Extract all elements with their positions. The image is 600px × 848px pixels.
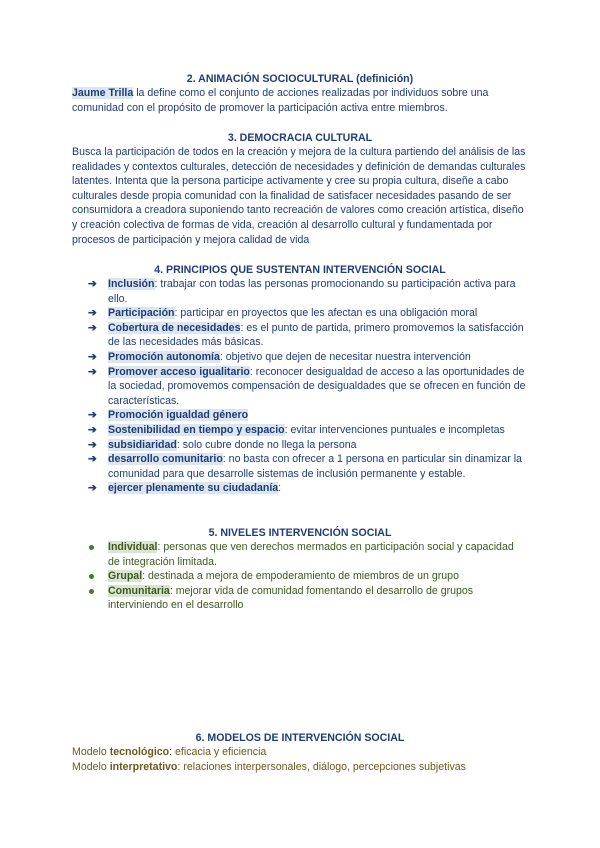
- arrow-bullet-icon: ➔: [88, 482, 97, 495]
- level-term: Comunitaria: [108, 584, 170, 597]
- dot-bullet-icon: [89, 574, 94, 579]
- arrow-bullet-icon: ➔: [88, 278, 97, 290]
- principle-term: Promoción autonomía: [108, 350, 220, 363]
- principle-desc: :: [278, 482, 282, 495]
- list-item: [72, 584, 528, 613]
- levels-list: [72, 540, 528, 613]
- section-title: 6. MODELOS DE INTERVENCIÓN SOCIAL: [195, 732, 405, 744]
- model-term: tecnológico: [109, 746, 170, 758]
- principle-desc: : solo cubre donde no llega la persona: [176, 438, 357, 451]
- principle-term: Participación: [108, 307, 175, 320]
- arrow-bullet-icon: ➔: [88, 307, 97, 320]
- model-desc: : eficacia y eficiencia: [169, 746, 267, 758]
- section-title: 3. DEMOCRACIA CULTURAL: [227, 132, 373, 144]
- list-item: [72, 481, 528, 496]
- list-item: [72, 306, 528, 321]
- principle-term: Inclusión: [108, 278, 155, 290]
- principle-desc: : objetivo que dejen de necesitar nuestra intervención: [219, 350, 471, 363]
- principle-term: Cobertura de necesidades: [108, 321, 241, 334]
- principle-term: desarrollo comunitario: [108, 453, 223, 466]
- principle-desc: : evitar intervenciones puntuales e incompletas: [284, 423, 505, 436]
- list-item: [72, 277, 528, 306]
- principle-desc: : no basta con ofrecer a 1 persona en particular sin dinamizar la comunidad para que desarrolle sistemas de inclusión permanente y estable.: [108, 453, 522, 480]
- list-item: [72, 438, 528, 453]
- models-list: [72, 745, 528, 774]
- section-title: 4. PRINCIPIOS QUE SUSTENTAN INTERVENCIÓN SOCIAL: [154, 264, 446, 276]
- model-prefix: Modelo: [72, 746, 110, 758]
- list-item: [72, 365, 528, 409]
- list-item: [72, 350, 528, 365]
- section-paragraph: Jaume Trilla la define como el conjunto de acciones realizadas por individuos sobre una comunidad con el propósito de promover la participación activa entre miembros.: [72, 87, 489, 114]
- section-paragraph: Busca la participación de todos en la creación y mejora de la cultura partiendo del análisis de las realidades y contextos culturales, detección de necesidades y definición de demandas culturales latentes. Intenta que la persona participe activamente y cree su propia cultura, diseñe a cabo culturales desde propia comunidad con la finalidad de satisfacer necesidades pasando de ser consumidora a creadora suponiendo tanto recreación de valores como creación artística, diseño y creación colectiva de formas de vida, creación al desarrollo cultural y fundamentada por procesos de participación y mejora calidad de vida: [72, 146, 526, 246]
- level-desc: : mejorar vida de comunidad fomentando el desarrollo de grupos interviniendo en el desarrollo: [108, 584, 474, 612]
- arrow-bullet-icon: ➔: [88, 365, 97, 378]
- dot-bullet-icon: [89, 589, 94, 594]
- section-democracia: [72, 131, 528, 247]
- principle-desc: : participar en proyectos que les afectan es una obligación moral: [174, 307, 478, 320]
- list-item: [72, 408, 528, 423]
- principle-term: ejercer plenamente su ciudadanía: [108, 482, 279, 495]
- level-desc: : personas que ven derechos mermados en participación social y capacidad de integración limitada.: [108, 541, 514, 568]
- model-line: [72, 760, 528, 775]
- model-desc: : relaciones interpersonales, diálogo, percepciones subjetivas: [177, 760, 466, 773]
- list-item: [72, 423, 528, 438]
- list-item: [72, 569, 528, 584]
- list-item: [72, 321, 528, 350]
- arrow-bullet-icon: ➔: [88, 350, 97, 363]
- principle-term: subsidiaridad: [108, 438, 177, 451]
- principle-term: Promoción igualdad género: [108, 409, 249, 422]
- section-principios: [72, 263, 528, 496]
- model-term: interpretativo: [109, 760, 178, 773]
- section-niveles: [72, 526, 528, 613]
- arrow-bullet-icon: ➔: [88, 409, 97, 422]
- principle-term: Promover acceso igualitario: [108, 365, 250, 378]
- level-term: Individual: [108, 541, 158, 553]
- principle-desc: : trabajar con todas las personas promocionando su participación activa para ello.: [108, 278, 516, 305]
- model-prefix: Modelo: [72, 760, 110, 773]
- dot-bullet-icon: [89, 545, 94, 550]
- arrow-bullet-icon: ➔: [88, 438, 97, 451]
- author-name: Jaume Trilla: [72, 87, 134, 99]
- principle-desc: : es el punto de partida, primero promovemos la satisfacción de las necesidades más básicas.: [108, 321, 524, 349]
- section-title: 2. ANIMACIÓN SOCIOCULTURAL (definición): [186, 73, 414, 85]
- principle-desc: : reconocer desigualdad de acceso a las oportunidades de la sociedad, promovemos compensación de desigualdades que se ofrecen en función de características.: [108, 365, 526, 407]
- level-term: Grupal: [108, 570, 143, 583]
- level-desc: : destinada a mejora de empoderamiento de miembros de un grupo: [142, 570, 459, 583]
- arrow-bullet-icon: ➔: [88, 423, 97, 436]
- arrow-bullet-icon: ➔: [88, 453, 97, 466]
- list-item: [72, 540, 528, 569]
- arrow-bullet-icon: ➔: [88, 321, 97, 334]
- list-item: [72, 452, 528, 481]
- section-title: 5. NIVELES INTERVENCIÓN SOCIAL: [208, 527, 392, 539]
- model-line: [72, 745, 528, 760]
- principles-list: [72, 277, 528, 496]
- principle-term: Sostenibilidad en tiempo y espacio: [108, 423, 285, 436]
- section-animacion: [72, 72, 528, 115]
- section-modelos: [72, 731, 528, 774]
